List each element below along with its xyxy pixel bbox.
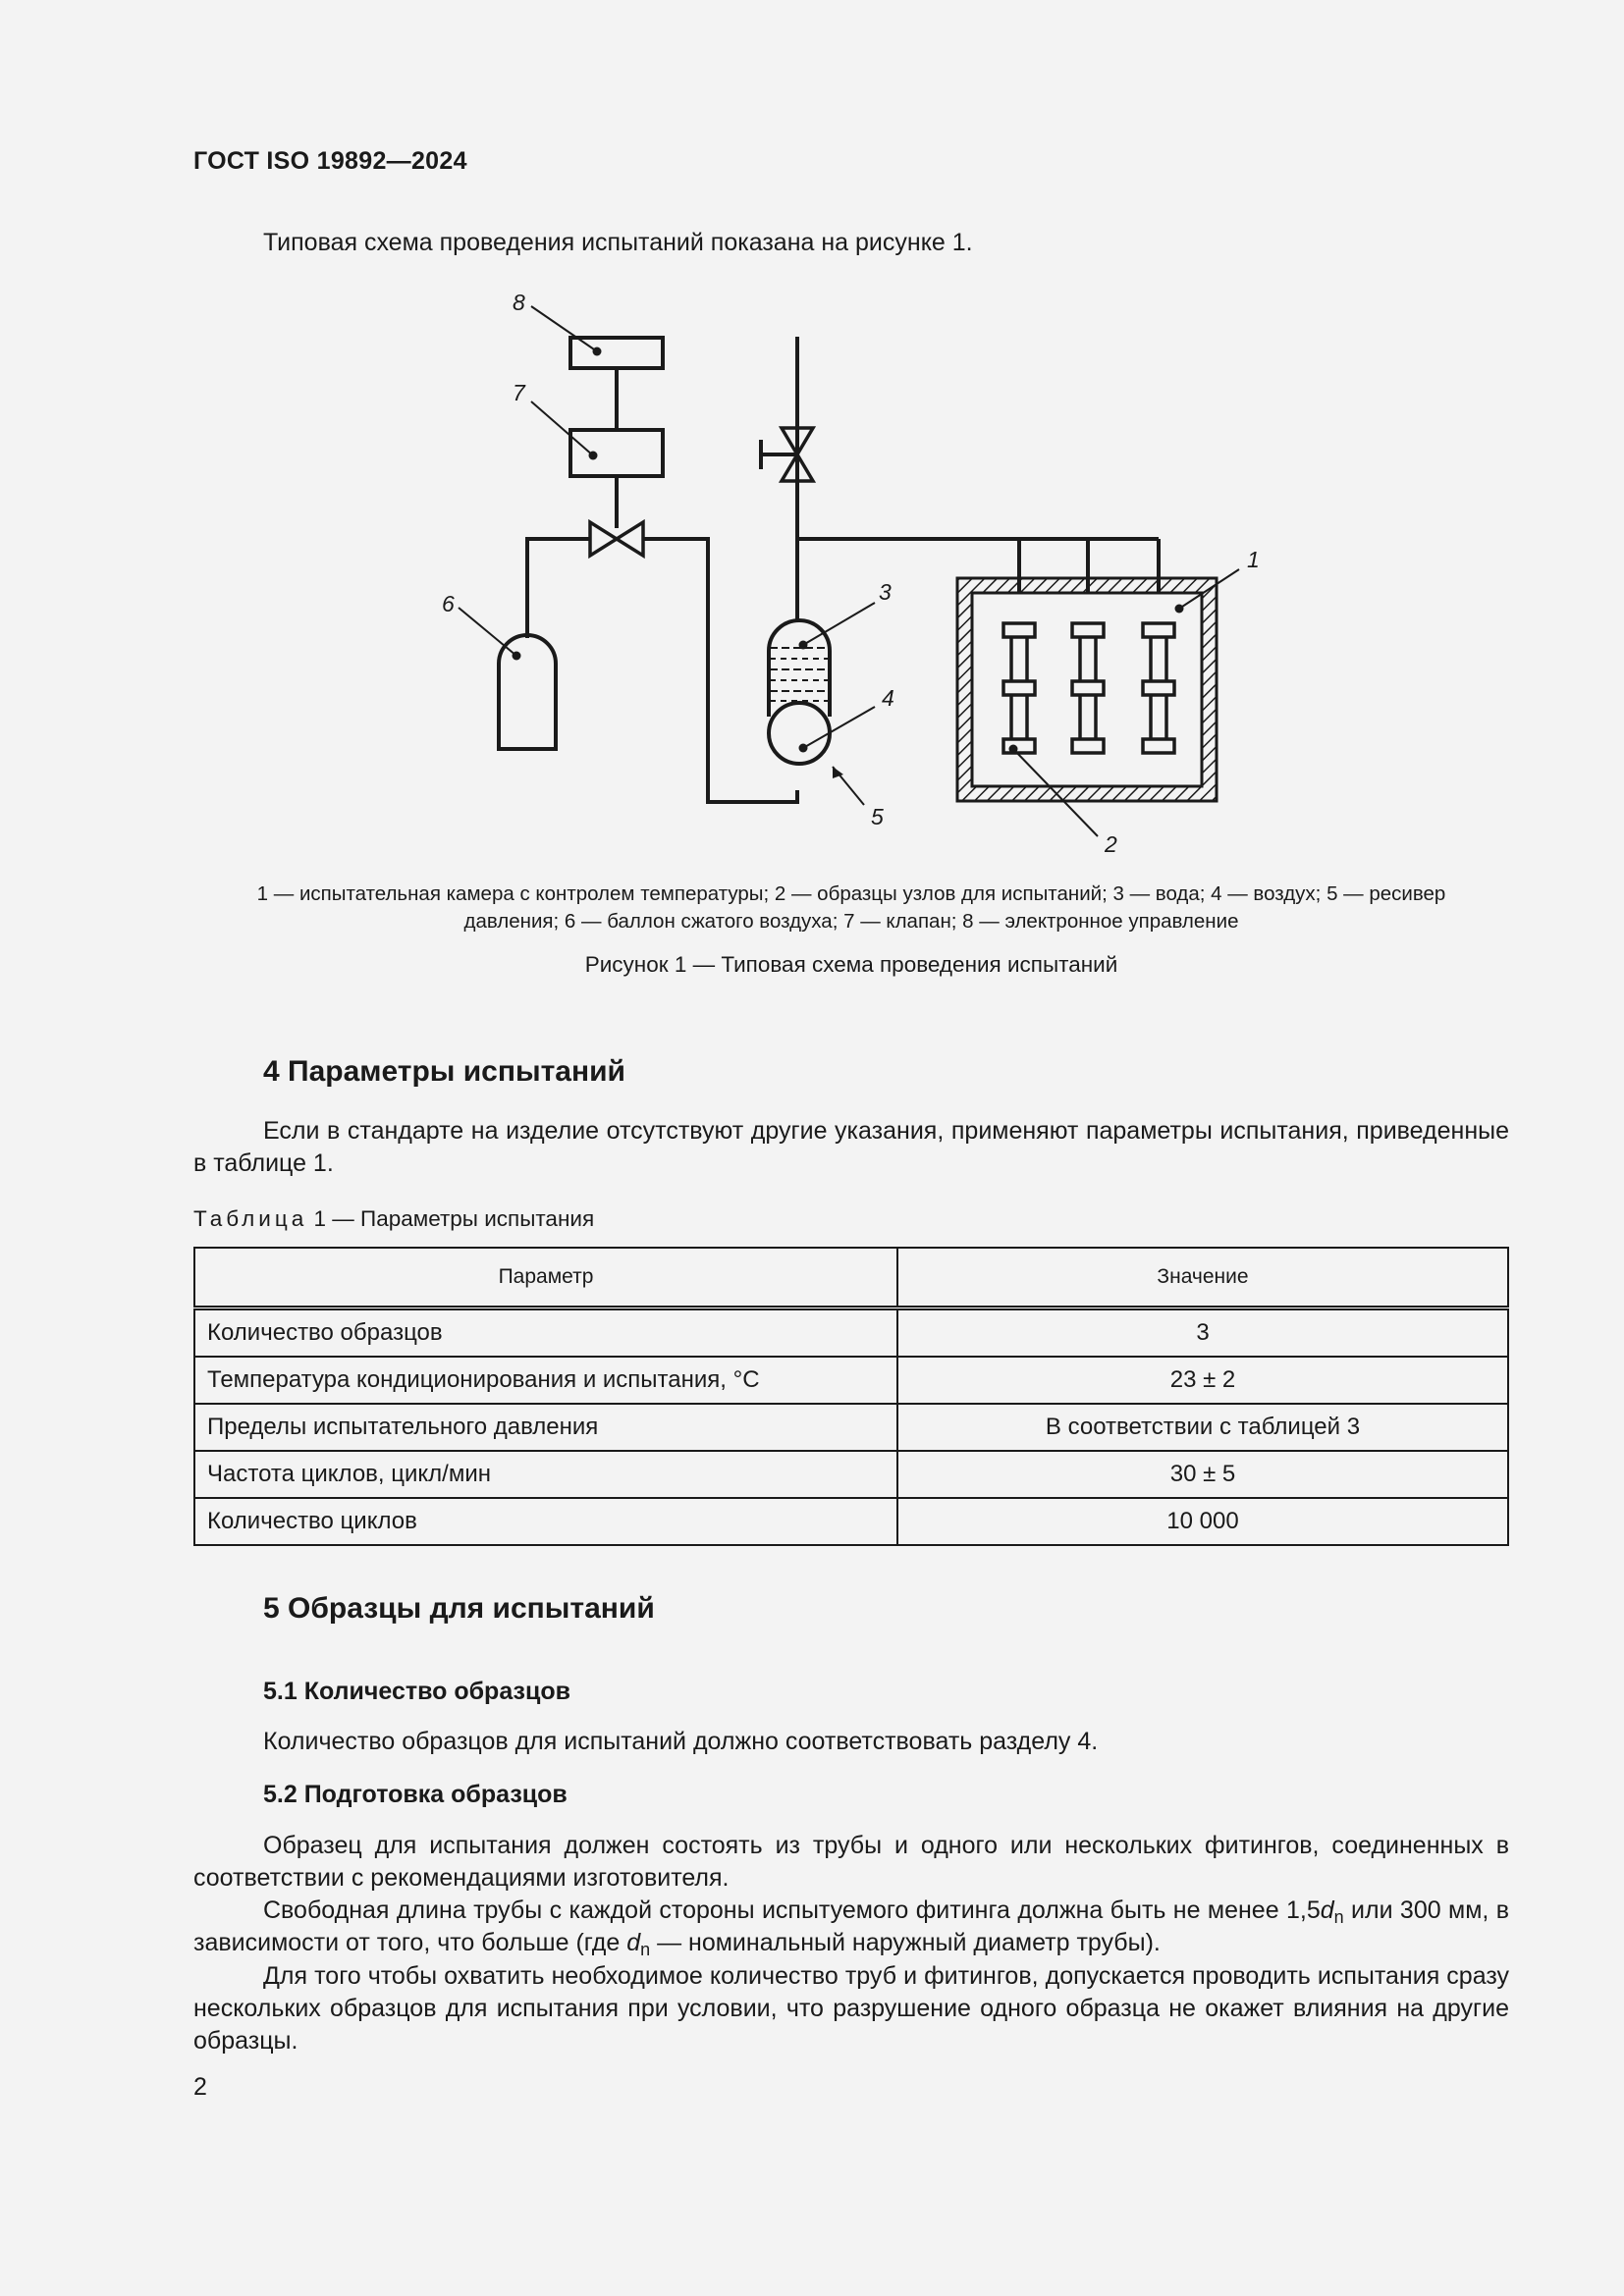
- table-row: [194, 1498, 1508, 1545]
- callout-7: 7: [513, 380, 525, 405]
- value-cell: В соответствии с таблицей 3: [897, 1404, 1508, 1451]
- paragraph-multiple-specimens: Для того чтобы охватить необходимое количество труб и фитингов, допускается проводить испытания сразу нескольких образцов для испытания при условии, что разрушение одного образца не окажет влияния на другие образцы.: [193, 1962, 1509, 2055]
- parameter-cell: Частота циклов, цикл/мин: [194, 1451, 897, 1498]
- paragraph-pipe-length: [193, 1895, 1509, 1959]
- legend-line-1: 1 — испытательная камера с контролем температуры; 2 — образцы узлов для испытаний; 3 — вода; 4 — воздух; 5 — ресивер: [256, 882, 1446, 905]
- value-cell: 30 ± 5: [897, 1451, 1508, 1498]
- paragraph-specimen-composition: Образец для испытания должен состоять из трубы и одного или нескольких фитингов, соединенных в соответствии с рекомендациями изготовителя.: [193, 1832, 1509, 1892]
- var-d: d: [626, 1929, 641, 1956]
- page-number: 2: [193, 2073, 207, 2101]
- test-scheme-figure: [0, 0, 1624, 883]
- parameter-cell: Пределы испытательного давления: [194, 1404, 897, 1451]
- section-4-heading: 4 Параметры испытаний: [263, 1055, 625, 1088]
- air-cylinder: [499, 635, 556, 749]
- var-n: n: [1333, 1907, 1344, 1927]
- figure-caption: Рисунок 1 — Типовая схема проведения испытаний: [584, 952, 1118, 977]
- column-header-value: Значение: [897, 1248, 1508, 1308]
- var-n: n: [640, 1940, 651, 1959]
- value-cell: 10 000: [897, 1498, 1508, 1545]
- parameter-cell: Температура кондиционирования и испытания, °С: [194, 1357, 897, 1404]
- table-row: [194, 1308, 1508, 1358]
- section-4-paragraph: Если в стандарте на изделие отсутствуют другие указания, применяют параметры испытания, приведенные в таблице 1.: [193, 1117, 1509, 1177]
- valve-box: [570, 430, 663, 476]
- pipe-length-text-b: или 300 мм, в зависимости от того, что больше (где: [193, 1896, 1509, 1956]
- document-header: ГОСТ ISO 19892—2024: [193, 147, 467, 175]
- table-caption-title: 1 — Параметры испытания: [313, 1206, 595, 1231]
- callout-3: 3: [879, 579, 892, 605]
- parameters-table: [193, 1247, 1509, 1546]
- table-header-row: [194, 1248, 1508, 1308]
- parameter-cell: Количество образцов: [194, 1308, 897, 1358]
- water-fill: [770, 648, 829, 701]
- var-d: d: [1320, 1896, 1334, 1924]
- pipe-length-text-c: — номинальный наружный диаметр трубы).: [650, 1929, 1161, 1956]
- callout-2: 2: [1105, 831, 1117, 857]
- table-row: [194, 1404, 1508, 1451]
- section-5-heading: 5 Образцы для испытаний: [263, 1592, 655, 1625]
- pipe-length-text-a: Свободная длина трубы с каждой стороны испытуемого фитинга должна быть не менее 1,5: [263, 1896, 1321, 1924]
- legend-line-2: давления; 6 — баллон сжатого воздуха; 7 — клапан; 8 — электронное управление: [463, 910, 1239, 933]
- subsection-5-2-heading: 5.2 Подготовка образцов: [263, 1781, 568, 1808]
- callout-1: 1: [1247, 547, 1260, 572]
- table-row: [194, 1451, 1508, 1498]
- table-caption-prefix: Таблица: [193, 1206, 308, 1231]
- figure-legend: [193, 881, 1509, 935]
- parameter-cell: Количество циклов: [194, 1498, 897, 1545]
- value-cell: 3: [897, 1308, 1508, 1358]
- callout-6: 6: [442, 591, 455, 616]
- column-header-parameter: Параметр: [194, 1248, 897, 1308]
- table-row: [194, 1357, 1508, 1404]
- value-cell: 23 ± 2: [897, 1357, 1508, 1404]
- subsection-5-1-paragraph: Количество образцов для испытаний должно соответствовать разделу 4.: [263, 1728, 1099, 1755]
- subsection-5-1-heading: 5.1 Количество образцов: [263, 1678, 570, 1705]
- callout-8: 8: [513, 290, 525, 315]
- callout-5: 5: [871, 804, 884, 829]
- callout-4: 4: [882, 685, 894, 711]
- intro-paragraph: Типовая схема проведения испытаний показана на рисунке 1.: [263, 229, 973, 256]
- table-caption: [193, 1206, 594, 1232]
